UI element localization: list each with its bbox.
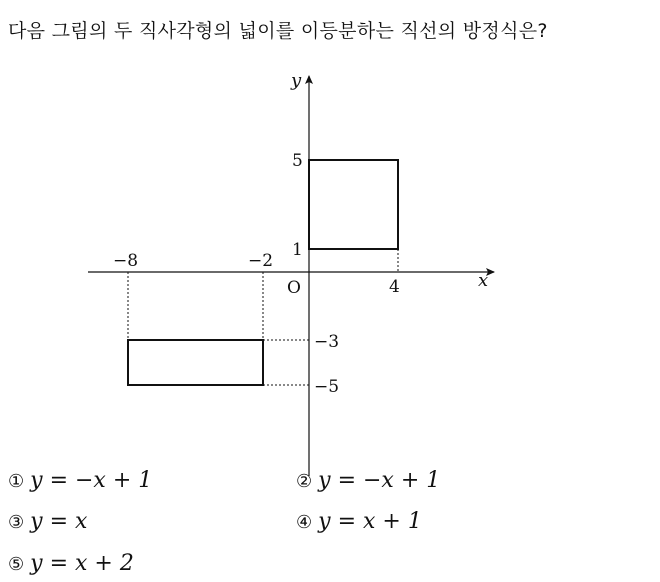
- choice-2[interactable]: [296, 468, 440, 493]
- x-axis-label: x: [478, 270, 489, 291]
- choice-number: ②: [296, 471, 313, 492]
- choice-4[interactable]: [296, 509, 422, 534]
- upper-rectangle: [309, 160, 398, 249]
- tick-label-y-1: 1: [292, 240, 303, 260]
- choice-number: ③: [8, 512, 25, 533]
- tick-label-y-neg3: −3: [314, 332, 340, 352]
- tick-label-y-5: 5: [292, 151, 303, 171]
- tick-label-y-neg5: −5: [314, 377, 340, 397]
- choice-5[interactable]: [8, 551, 134, 576]
- tick-label-x-neg8: −8: [113, 251, 139, 271]
- y-axis-label: y: [291, 70, 302, 91]
- choice-1[interactable]: [8, 468, 152, 493]
- choice-number: ①: [8, 471, 25, 492]
- lower-rectangle: [128, 340, 263, 385]
- choice-number: ⑤: [8, 554, 25, 575]
- question-text: 다음 그림의 두 직사각형의 넓이를 이등분하는 직선의 방정식은?: [8, 20, 548, 42]
- choice-3[interactable]: [8, 509, 87, 534]
- choice-equation: y = x: [30, 509, 88, 534]
- choice-number: ④: [296, 512, 313, 533]
- choice-equation: y = −x + 1: [30, 468, 153, 493]
- choice-equation: y = x + 2: [30, 551, 134, 576]
- origin-label: O: [287, 278, 301, 298]
- tick-label-x-4: 4: [389, 277, 400, 297]
- choice-equation: y = x + 1: [318, 509, 422, 534]
- choice-equation: y = −x + 1: [318, 468, 441, 493]
- tick-label-x-neg2: −2: [248, 251, 274, 271]
